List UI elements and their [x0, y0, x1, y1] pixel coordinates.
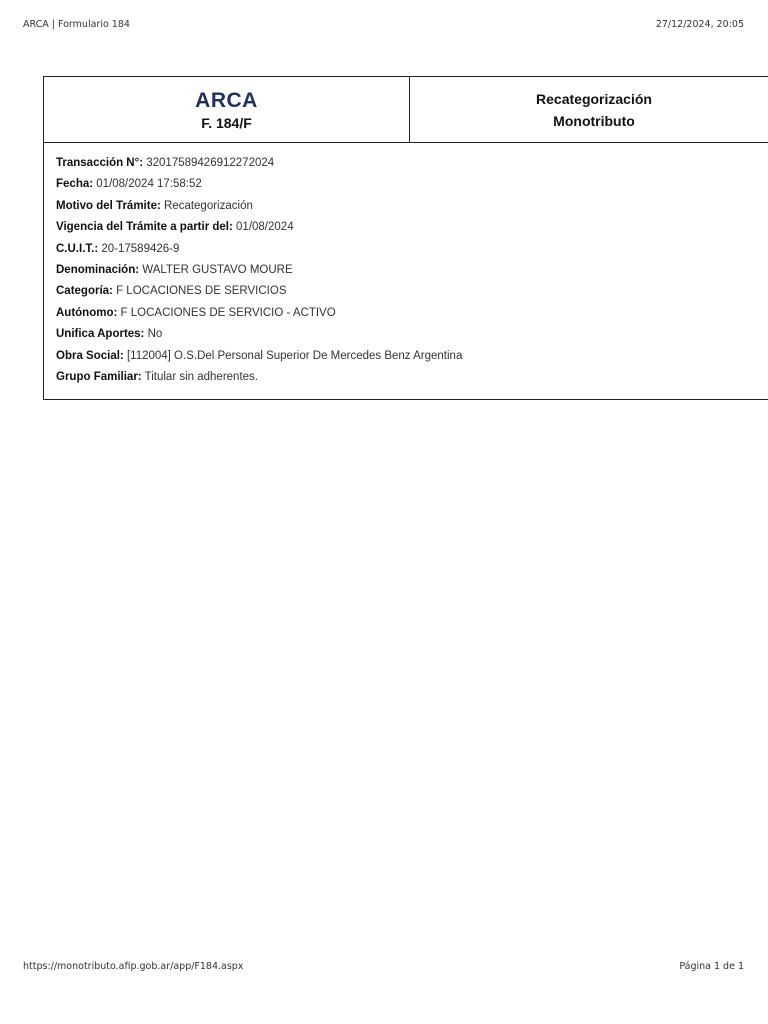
print-footer-page: Página 1 de 1 — [679, 961, 744, 972]
print-header-datetime: 27/12/2024, 20:05 — [655, 19, 744, 30]
print-footer-url: https://monotributo.afip.gob.ar/app/F184.aspx — [23, 961, 244, 972]
field-autonomo — [56, 303, 768, 324]
form-header — [44, 77, 768, 143]
field-value: 20-17589426-9 — [101, 242, 180, 255]
brand-logo-text: ARCA — [195, 88, 258, 112]
field-value: [112004] O.S.Del Personal Superior De Mercedes Benz Argentina — [126, 349, 463, 362]
title-cell — [410, 77, 768, 142]
field-value: F LOCACIONES DE SERVICIOS — [116, 285, 287, 298]
field-label: Unifica Aportes: — [56, 328, 145, 341]
print-header-title: ARCA | Formulario 184 — [23, 19, 130, 30]
form-fields — [44, 143, 768, 388]
field-label: Denominación: — [56, 264, 140, 277]
field-obra-social — [56, 346, 768, 367]
field-label: C.U.I.T.: — [56, 242, 99, 255]
form-code: F. 184/F — [201, 114, 252, 131]
field-label: Fecha: — [56, 178, 94, 191]
field-cuit — [56, 239, 768, 260]
field-value: No — [147, 328, 163, 341]
field-label: Transacción N°: — [56, 157, 144, 169]
field-value: 01/08/2024 — [236, 221, 294, 234]
field-motivo — [56, 196, 768, 217]
field-transaccion — [56, 153, 768, 174]
field-value: WALTER GUSTAVO MOURE — [142, 264, 293, 277]
field-value: Recategorización — [164, 199, 253, 212]
print-header — [23, 19, 744, 30]
brand-cell — [44, 77, 410, 142]
field-fecha — [56, 174, 768, 195]
form-document — [43, 76, 768, 400]
field-label: Motivo del Trámite: — [56, 199, 161, 212]
field-value: Titular sin adherentes. — [144, 371, 258, 384]
print-footer — [23, 961, 744, 972]
field-value: 32017589426912272024 — [146, 157, 275, 169]
field-grupo-familiar — [56, 367, 768, 388]
field-label: Categoría: — [56, 285, 113, 298]
form-title-line1: Recategorización — [536, 90, 652, 107]
field-unifica-aportes — [56, 324, 768, 345]
field-categoria — [56, 281, 768, 302]
field-vigencia — [56, 217, 768, 238]
form-title-line2: Monotributo — [553, 112, 635, 129]
field-label: Grupo Familiar: — [56, 371, 142, 384]
field-denominacion — [56, 260, 768, 281]
field-value: 01/08/2024 17:58:52 — [96, 178, 202, 191]
field-label: Obra Social: — [56, 349, 124, 362]
field-value: F LOCACIONES DE SERVICIO - ACTIVO — [120, 306, 336, 319]
field-label: Vigencia del Trámite a partir del: — [56, 221, 233, 234]
field-label: Autónomo: — [56, 306, 118, 319]
